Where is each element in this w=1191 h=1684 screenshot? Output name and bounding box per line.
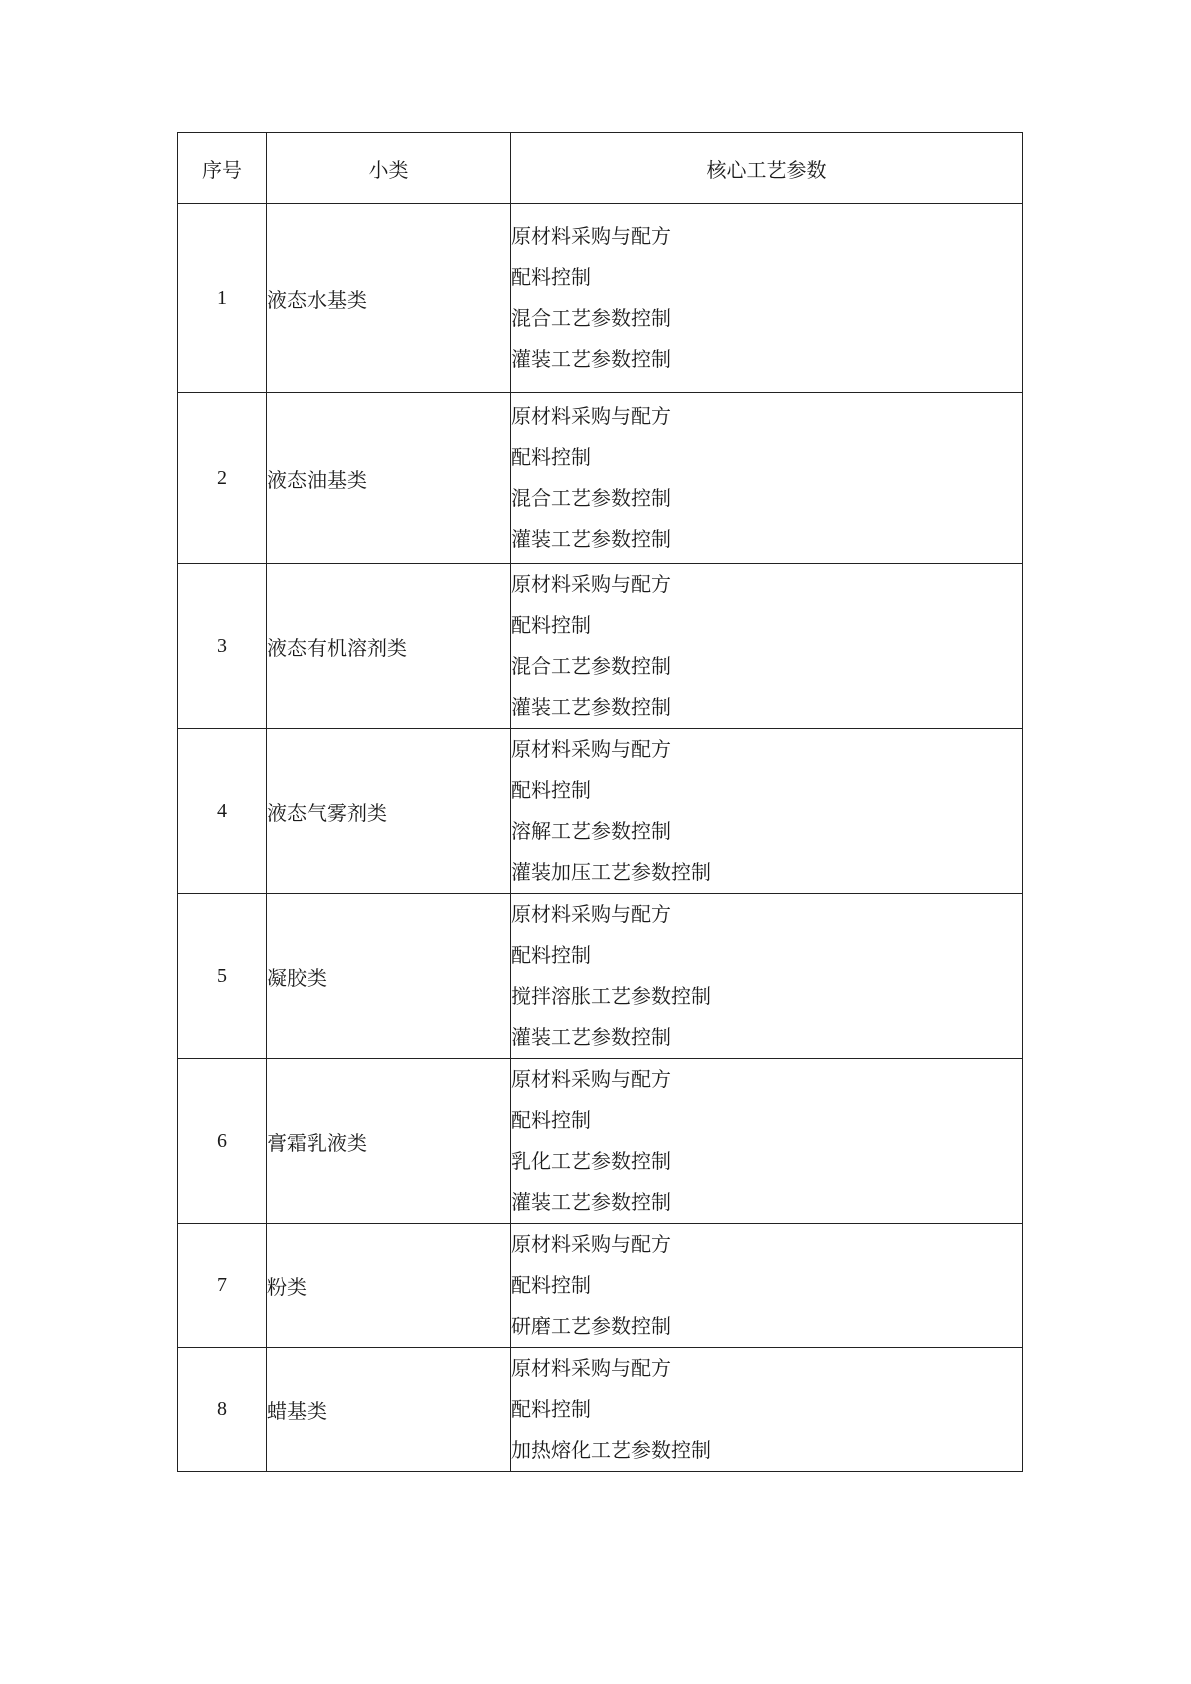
- row-num: 2: [178, 393, 267, 564]
- param-item: 原材料采购与配方: [511, 737, 671, 761]
- row-category: 凝胶类: [267, 894, 511, 1059]
- table-row: [178, 1224, 1023, 1348]
- row-num: 3: [178, 564, 267, 729]
- param-item: 配料控制: [511, 613, 591, 637]
- param-item: 原材料采购与配方: [511, 1356, 671, 1380]
- table-row: [178, 1348, 1023, 1472]
- table-header-row: [178, 133, 1023, 204]
- row-category: 液态水基类: [267, 204, 511, 393]
- param-item: 原材料采购与配方: [511, 224, 671, 248]
- param-item: 配料控制: [511, 943, 591, 967]
- param-item: 混合工艺参数控制: [511, 486, 671, 510]
- param-item: 灌装工艺参数控制: [511, 1190, 671, 1214]
- param-item: 加热熔化工艺参数控制: [511, 1438, 711, 1462]
- table-row: [178, 894, 1023, 1059]
- param-item: 配料控制: [511, 445, 591, 469]
- row-num: 6: [178, 1059, 267, 1224]
- row-category: 液态气雾剂类: [267, 729, 511, 894]
- table-row: [178, 1059, 1023, 1224]
- table-row: [178, 393, 1023, 564]
- row-params: [511, 1348, 1023, 1472]
- param-item: 灌装工艺参数控制: [511, 695, 671, 719]
- process-parameters-table: [177, 132, 1023, 1472]
- header-params: 核心工艺参数: [511, 133, 1023, 204]
- row-category: 液态有机溶剂类: [267, 564, 511, 729]
- table-row: [178, 204, 1023, 393]
- param-item: 配料控制: [511, 1397, 591, 1421]
- header-category: 小类: [267, 133, 511, 204]
- param-item: 灌装加压工艺参数控制: [511, 860, 711, 884]
- param-item: 溶解工艺参数控制: [511, 819, 671, 843]
- param-item: 混合工艺参数控制: [511, 654, 671, 678]
- header-num: 序号: [178, 133, 267, 204]
- row-num: 1: [178, 204, 267, 393]
- row-num: 7: [178, 1224, 267, 1348]
- param-item: 灌装工艺参数控制: [511, 1025, 671, 1049]
- row-num: 8: [178, 1348, 267, 1472]
- param-item: 配料控制: [511, 778, 591, 802]
- row-category: 膏霜乳液类: [267, 1059, 511, 1224]
- row-params: [511, 564, 1023, 729]
- row-params: [511, 1224, 1023, 1348]
- table-body: [178, 204, 1023, 1472]
- param-item: 原材料采购与配方: [511, 1232, 671, 1256]
- row-category: 蜡基类: [267, 1348, 511, 1472]
- row-params: [511, 729, 1023, 894]
- row-params: [511, 1059, 1023, 1224]
- param-item: 原材料采购与配方: [511, 1067, 671, 1091]
- param-item: 研磨工艺参数控制: [511, 1314, 671, 1338]
- param-item: 混合工艺参数控制: [511, 306, 671, 330]
- row-category: 粉类: [267, 1224, 511, 1348]
- table-row: [178, 729, 1023, 894]
- row-params: [511, 894, 1023, 1059]
- row-category: 液态油基类: [267, 393, 511, 564]
- row-params: [511, 204, 1023, 393]
- param-item: 灌装工艺参数控制: [511, 527, 671, 551]
- row-num: 5: [178, 894, 267, 1059]
- param-item: 原材料采购与配方: [511, 572, 671, 596]
- row-params: [511, 393, 1023, 564]
- param-item: 搅拌溶胀工艺参数控制: [511, 984, 711, 1008]
- row-num: 4: [178, 729, 267, 894]
- param-item: 乳化工艺参数控制: [511, 1149, 671, 1173]
- param-item: 原材料采购与配方: [511, 404, 671, 428]
- param-item: 配料控制: [511, 1273, 591, 1297]
- param-item: 灌装工艺参数控制: [511, 347, 671, 371]
- param-item: 配料控制: [511, 265, 591, 289]
- param-item: 原材料采购与配方: [511, 902, 671, 926]
- param-item: 配料控制: [511, 1108, 591, 1132]
- table-row: [178, 564, 1023, 729]
